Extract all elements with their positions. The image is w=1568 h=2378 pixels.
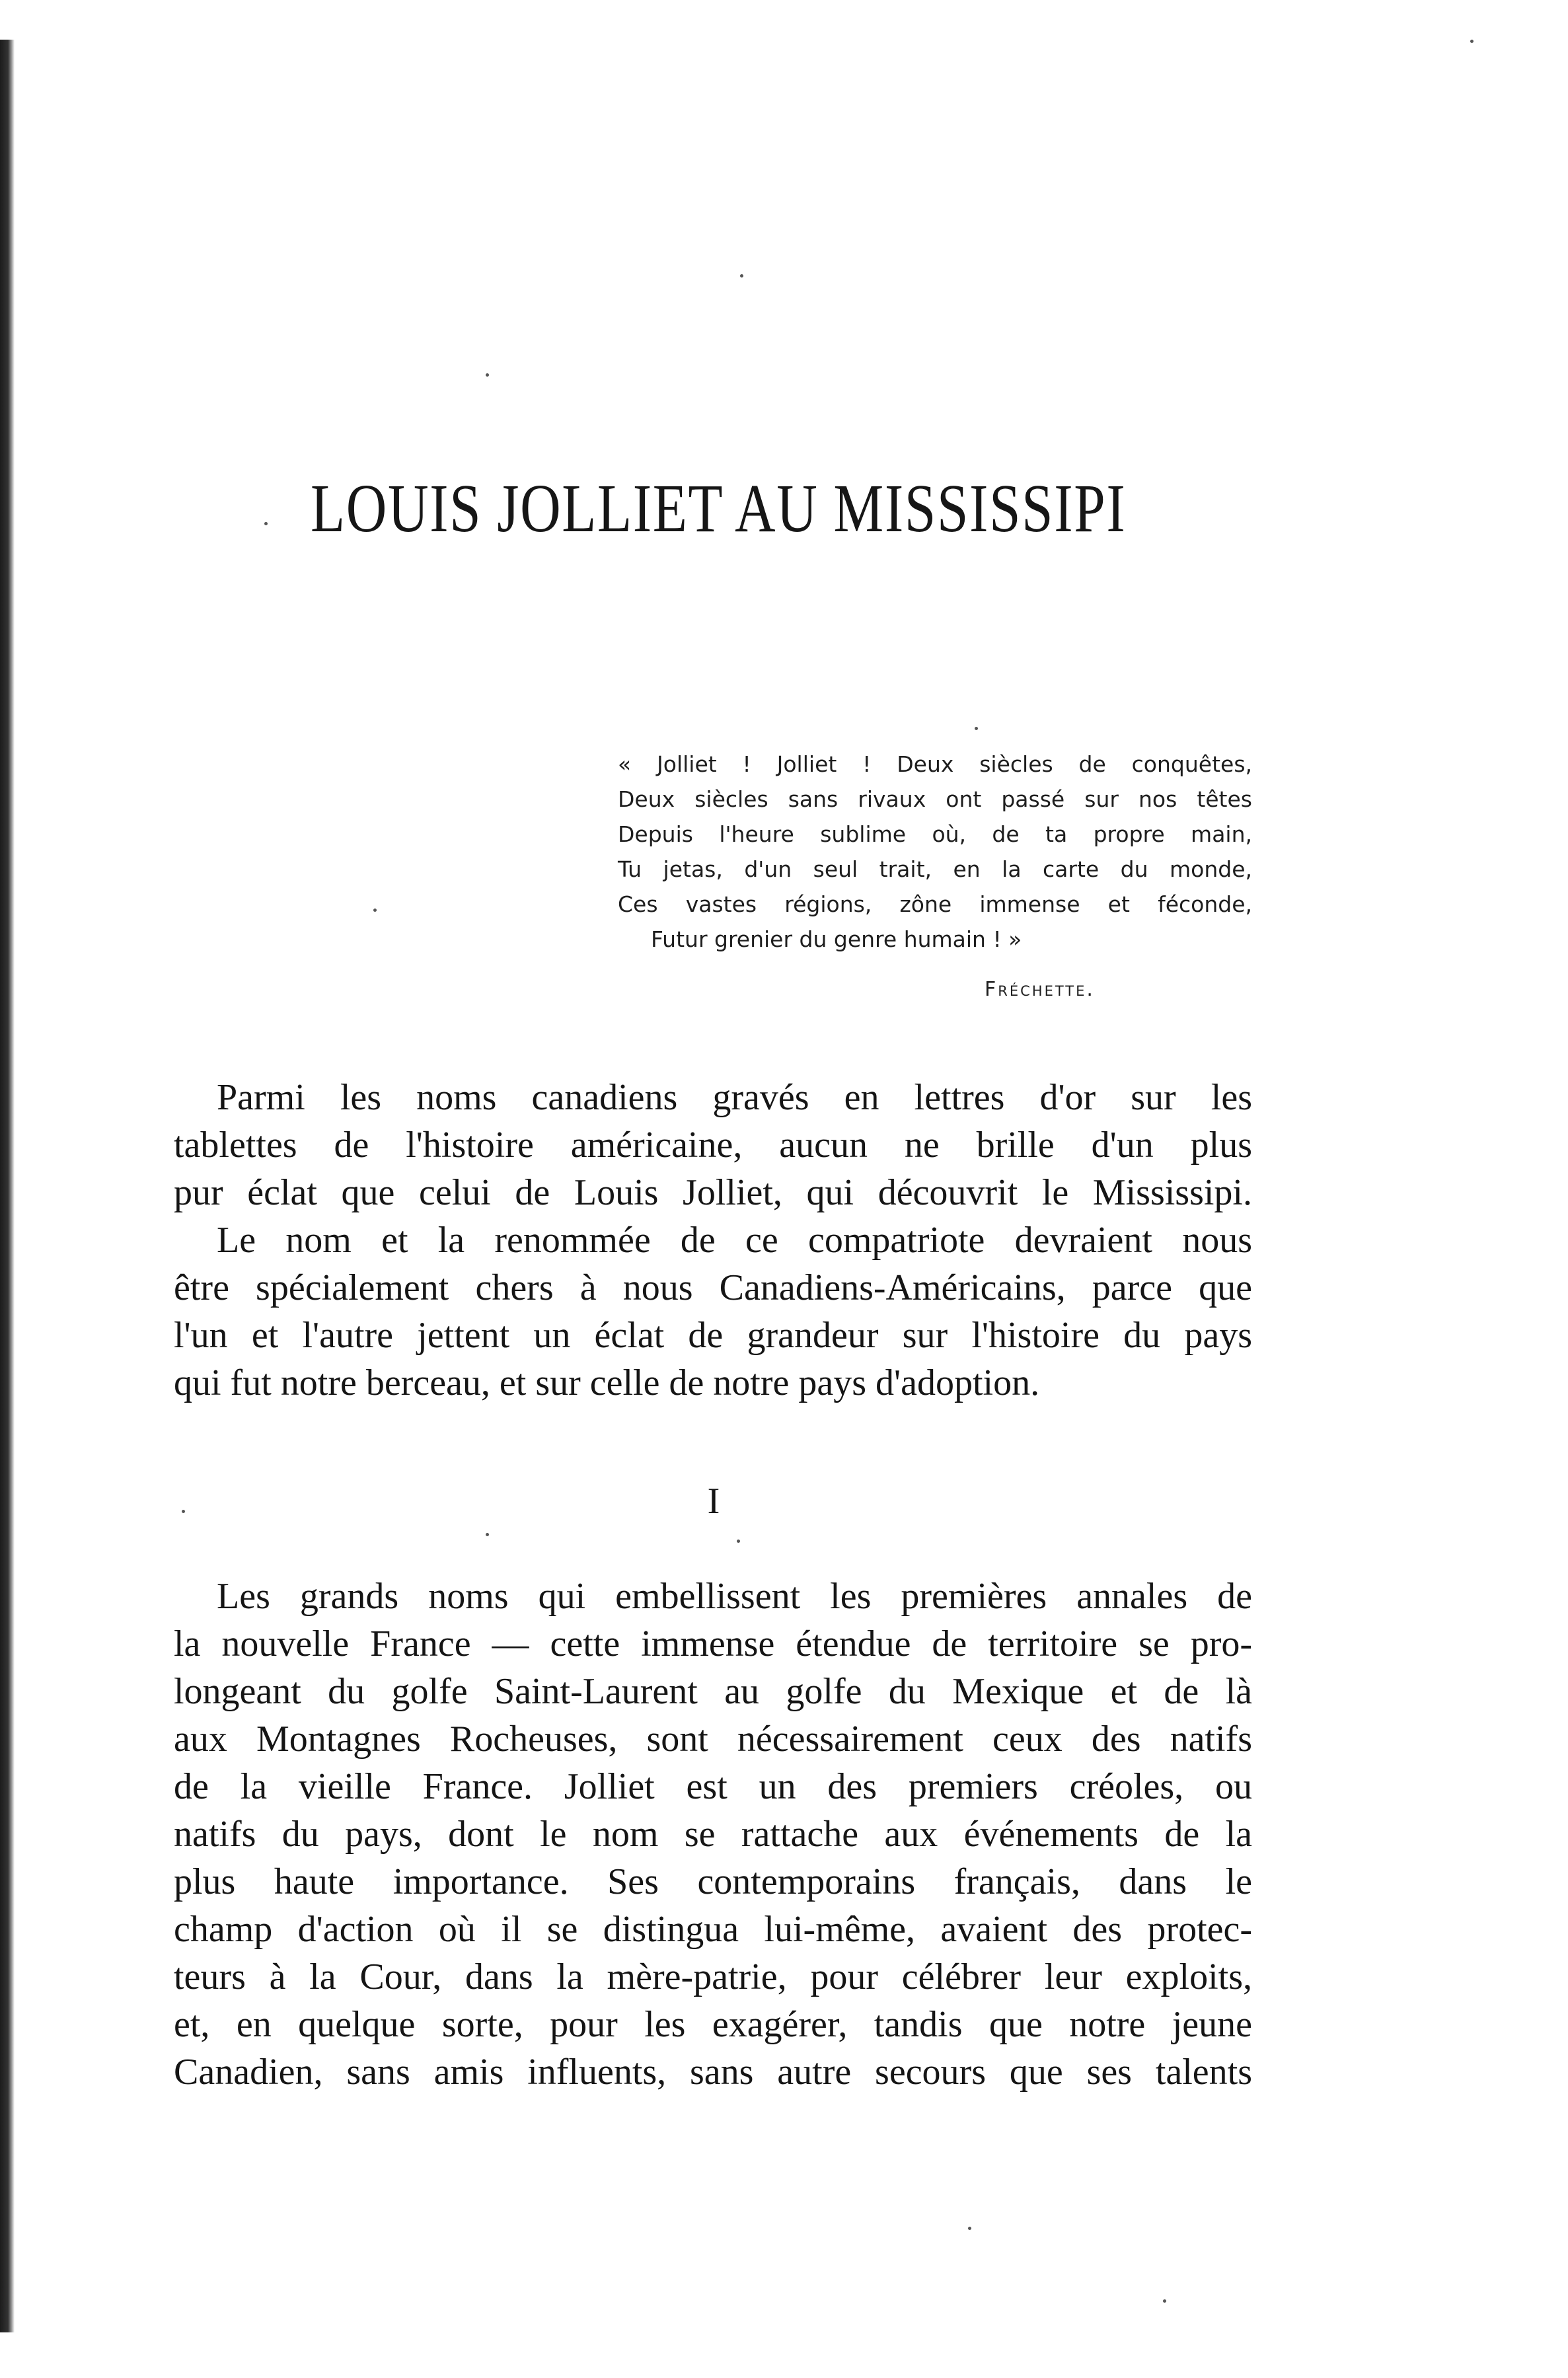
chapter-title: LOUIS JOLLIET AU MISSISSIPI	[311, 470, 1127, 546]
page-binding-edge	[0, 40, 15, 2332]
epigraph-line: Depuis l'heure sublime où, de ta propre main,	[618, 821, 1252, 847]
epigraph-line: « Jolliet ! Jolliet ! Deux siècles de conquêtes,	[618, 751, 1252, 777]
paragraph-line: tablettes de l'histoire américaine, aucun ne brille d'un plus	[174, 1125, 1252, 1166]
paragraph-line: de la vieille France. Jolliet est un des premiers créoles, ou	[174, 1766, 1252, 1807]
scan-speck	[264, 522, 268, 525]
paragraph-line: Le nom et la renommée de ce compatriote devraient nous	[217, 1220, 1252, 1261]
paragraph-line: la nouvelle France — cette immense étendue de territoire se pro-	[174, 1623, 1252, 1664]
paragraph-line: l'un et l'autre jettent un éclat de grandeur sur l'histoire du pays	[174, 1315, 1252, 1356]
section-heading: I	[707, 1481, 720, 1522]
scan-speck	[373, 909, 377, 912]
scan-speck	[1470, 40, 1474, 43]
epigraph-line: Tu jetas, d'un seul trait, en la carte du monde,	[618, 856, 1252, 882]
scan-speck	[182, 1510, 185, 1513]
scan-speck	[737, 1540, 740, 1543]
scan-speck	[1163, 2299, 1166, 2303]
paragraph-line: et, en quelque sorte, pour les exagérer, tandis que notre jeune	[174, 2004, 1252, 2045]
paragraph-line: plus haute importance. Ses contemporains français, dans le	[174, 1861, 1252, 1902]
epigraph-line: Futur grenier du genre humain ! »	[651, 926, 1022, 952]
paragraph-line: teurs à la Cour, dans la mère-patrie, pour célébrer leur exploits,	[174, 1956, 1252, 1997]
paragraph-line: Les grands noms qui embellissent les premières annales de	[217, 1576, 1252, 1617]
epigraph-line: Ces vastes régions, zône immense et féconde,	[618, 891, 1252, 917]
paragraph-line: natifs du pays, dont le nom se rattache aux événements de la	[174, 1814, 1252, 1855]
paragraph-line: aux Montagnes Rocheuses, sont nécessairement ceux des natifs	[174, 1719, 1252, 1760]
scan-speck	[968, 2227, 971, 2230]
epigraph	[618, 747, 1252, 957]
section-paragraph	[174, 1573, 1252, 2096]
paragraph-line: être spécialement chers à nous Canadiens-Américains, parce que	[174, 1267, 1252, 1308]
epigraph-attribution: Fréchette.	[985, 978, 1095, 1001]
scan-speck	[975, 727, 978, 730]
paragraph-line: champ d'action où il se distingua lui-même, avaient des protec-	[174, 1909, 1252, 1950]
epigraph-line: Deux siècles sans rivaux ont passé sur nos têtes	[618, 786, 1252, 812]
paragraph-line: pur éclat que celui de Louis Jolliet, qui découvrit le Mississipi.	[174, 1172, 1252, 1213]
scan-speck	[486, 373, 489, 377]
scan-speck	[740, 274, 743, 278]
paragraph-line: Canadien, sans amis influents, sans autre secours que ses talents	[174, 2052, 1252, 2093]
paragraph-line: Parmi les noms canadiens gravés en lettres d'or sur les	[217, 1077, 1252, 1118]
paragraph-line: longeant du golfe Saint-Laurent au golfe du Mexique et de là	[174, 1671, 1252, 1712]
paragraph-line: qui fut notre berceau, et sur celle de notre pays d'adoption.	[174, 1362, 1040, 1403]
scan-speck	[486, 1533, 489, 1536]
intro-paragraph	[174, 1074, 1252, 1407]
